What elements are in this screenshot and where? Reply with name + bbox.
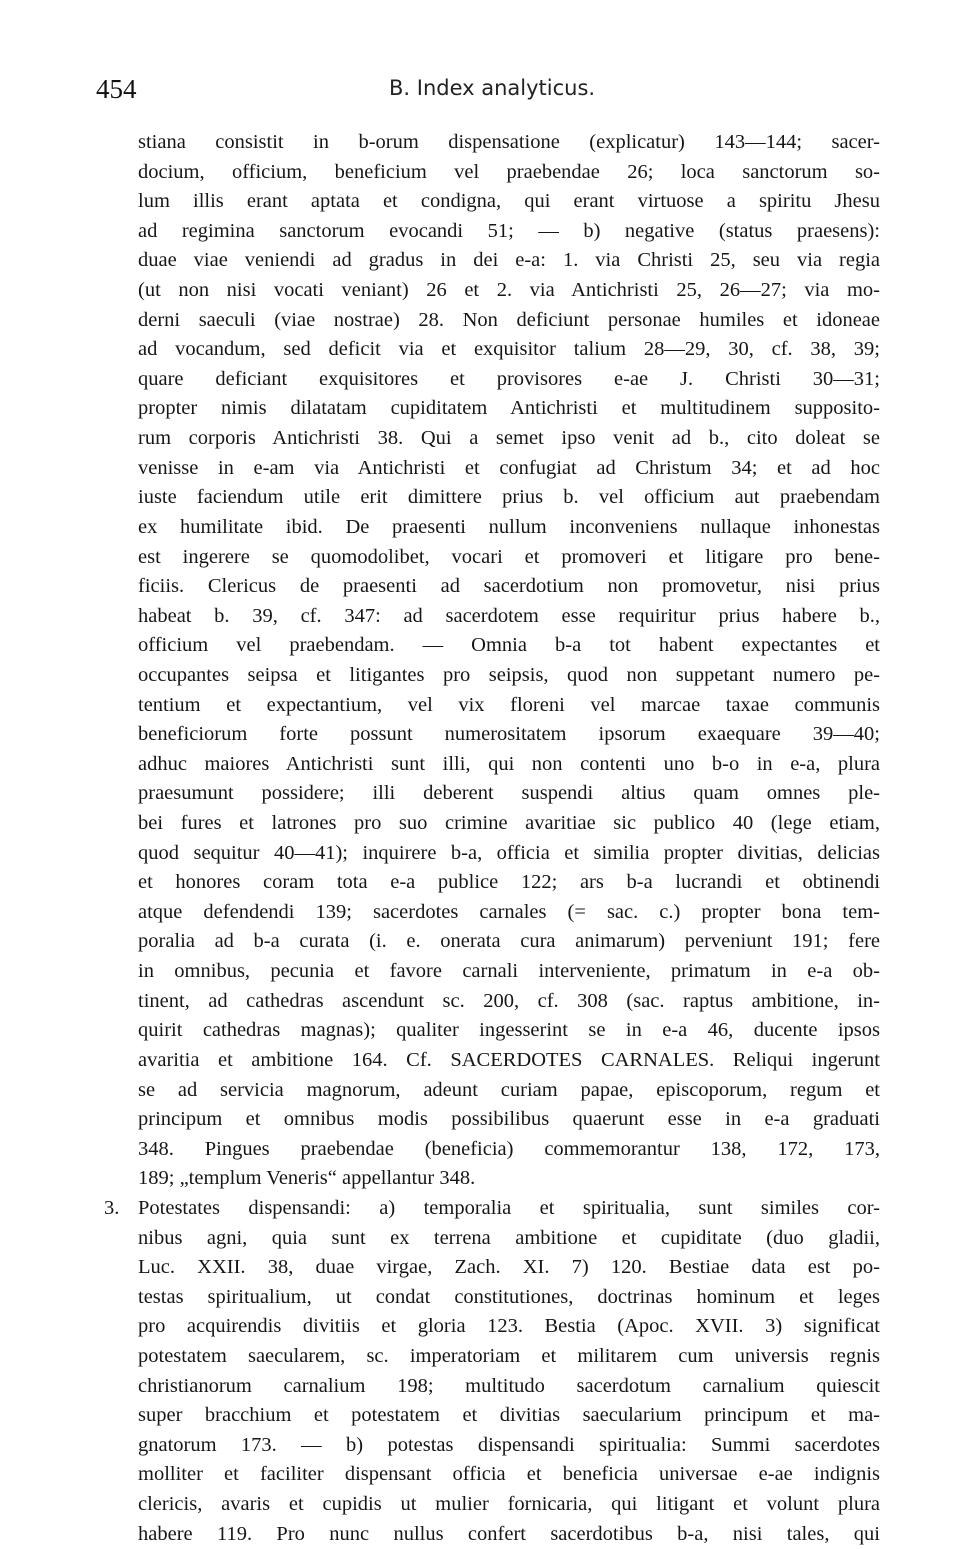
- text-line: praesumunt possidere; illi deberent suspendi altius quam omnes ple-: [138, 782, 880, 805]
- text-line: lum illis erant aptata et condigna, qui erant virtuose a spiritu Jhesu: [138, 190, 880, 213]
- section-number: 3.: [104, 1196, 120, 1219]
- text-line: christianorum carnalium 198; multitudo sacerdotum carnalium quiescit: [138, 1374, 880, 1397]
- text-line: quirit cathedras magnas); qualiter ingesserint se in e-a 46, ducente ipsos: [138, 1019, 880, 1042]
- text-line: beneficiorum forte possunt numerositatem ipsorum exaequare 39—40;: [138, 723, 880, 746]
- text-line: venisse in e-am via Antichristi et confugiat ad Christum 34; et ad hoc: [138, 456, 880, 479]
- running-head: [96, 74, 886, 110]
- page-number: 454: [96, 74, 137, 104]
- text-line: testas spiritualium, ut condat constitutiones, doctrinas hominum et leges: [138, 1285, 880, 1308]
- text-line: molliter et faciliter dispensant officia et beneficia universae e-ae indignis: [138, 1463, 880, 1486]
- text-line: ad vocandum, sed deficit via et exquisitor talium 28—29, 30, cf. 38, 39;: [138, 338, 880, 361]
- text-line: poralia ad b-a curata (i. e. onerata cura animarum) perveniunt 191; fere: [138, 930, 880, 953]
- text-line: ad regimina sanctorum evocandi 51; — b) negative (status praesens):: [138, 219, 880, 242]
- index-body: [104, 128, 880, 1549]
- text-line: Potestates dispensandi: a) temporalia et spiritualia, sunt similes cor-: [138, 1196, 880, 1219]
- text-line: iuste faciendum utile erit dimittere prius b. vel officium aut praebendam: [138, 486, 880, 509]
- text-line: se ad servicia magnorum, adeunt curiam papae, episcoporum, regum et: [138, 1078, 880, 1101]
- text-line: ex humilitate ibid. De praesenti nullum inconveniens nullaque inhonestas: [138, 515, 880, 538]
- text-line: stiana consistit in b-orum dispensatione (explicatur) 143—144; sacer-: [138, 131, 880, 153]
- text-line: derni saeculi (viae nostrae) 28. Non deficiunt personae humiles et idoneae: [138, 308, 880, 331]
- text-line: habere 119. Pro nunc nullus confert sacerdotibus b-a, nisi tales, qui: [138, 1522, 880, 1545]
- running-title: B. Index analyticus.: [389, 76, 596, 100]
- text-line: occupantes seipsa et litigantes pro seipsis, quod non suppetant numero pe-: [138, 663, 880, 686]
- text-line: Luc. XXII. 38, duae virgae, Zach. XI. 7) 120. Bestiae data est po-: [138, 1256, 880, 1279]
- text-line: bei fures et latrones pro suo crimine avaritiae sic publico 40 (lege etiam,: [138, 812, 880, 835]
- text-line: tinent, ad cathedras ascendunt sc. 200, cf. 308 (sac. raptus ambitione, in-: [138, 989, 880, 1012]
- text-line: adhuc maiores Antichristi sunt illi, qui non contenti uno b-o in e-a, plura: [138, 752, 880, 775]
- text-line: quare deficiant exquisitores et provisores e-ae J. Christi 30—31;: [138, 367, 880, 390]
- text-line: super bracchium et potestatem et divitias saecularium principum et ma-: [138, 1404, 880, 1427]
- text-line: nibus agni, quia sunt ex terrena ambitione et cupiditate (duo gladii,: [138, 1226, 880, 1249]
- text-line: principum et omnibus modis possibilibus quaerunt esse in e-a graduati: [138, 1108, 880, 1131]
- text-line: ficiis. Clericus de praesenti ad sacerdotium non promovetur, nisi prius: [138, 575, 880, 598]
- text-line: in omnibus, pecunia et favore carnali interveniente, primatum in e-a ob-: [138, 960, 880, 983]
- text-line: avaritia et ambitione 164. Cf. SACERDOTES CARNALES. Reliqui ingerunt: [138, 1048, 880, 1071]
- text-line: propter nimis dilatatam cupiditatem Antichristi et multitudinem supposito-: [138, 397, 880, 420]
- text-line: docium, officium, beneficium vel praebendae 26; loca sanctorum so-: [138, 160, 880, 183]
- text-line: (ut non nisi vocati veniant) 26 et 2. via Antichristi 25, 26—27; via mo-: [138, 279, 880, 302]
- text-line: et honores coram tota e-a publice 122; ars b-a lucrandi et obtinendi: [138, 871, 880, 894]
- text-line: officium vel praebendam. — Omnia b-a tot habent expectantes et: [138, 634, 880, 657]
- text-line: clericis, avaris et cupidis ut mulier fornicaria, qui litigant et volunt plura: [138, 1493, 880, 1516]
- text-line: 348. Pingues praebendae (beneficia) commemorantur 138, 172, 173,: [138, 1137, 880, 1160]
- text-line: potestatem saecularem, sc. imperatoriam et militarem cum universis regnis: [138, 1344, 880, 1367]
- text-line: 189; „templum Veneris“ appellantur 348.: [138, 1167, 476, 1190]
- text-line: quod sequitur 40—41); inquirere b-a, officia et similia propter divitias, delicias: [138, 841, 880, 864]
- text-line: atque defendendi 139; sacerdotes carnales (= sac. c.) propter bona tem-: [138, 900, 880, 923]
- text-line: gnatorum 173. — b) potestas dispensandi spiritualia: Summi sacerdotes: [138, 1433, 880, 1456]
- text-line: rum corporis Antichristi 38. Qui a semet ipso venit ad b., cito doleat se: [138, 427, 880, 450]
- text-line: tentium et expectantium, vel vix floreni vel marcae taxae communis: [138, 693, 880, 716]
- text-line: habeat b. 39, cf. 347: ad sacerdotem esse requiritur prius habere b.,: [138, 604, 880, 627]
- text-line: duae viae veniendi ad gradus in dei e-a: 1. via Christi 25, seu via regia: [138, 249, 880, 272]
- text-line: pro acquirendis divitiis et gloria 123. Bestia (Apoc. XVII. 3) significat: [138, 1315, 880, 1338]
- text-line: est ingerere se quomodolibet, vocari et promoveri et litigare pro bene-: [138, 545, 880, 568]
- section-potestates-dispensandi: [104, 1194, 880, 1549]
- paragraph-beneficia: [138, 128, 880, 1194]
